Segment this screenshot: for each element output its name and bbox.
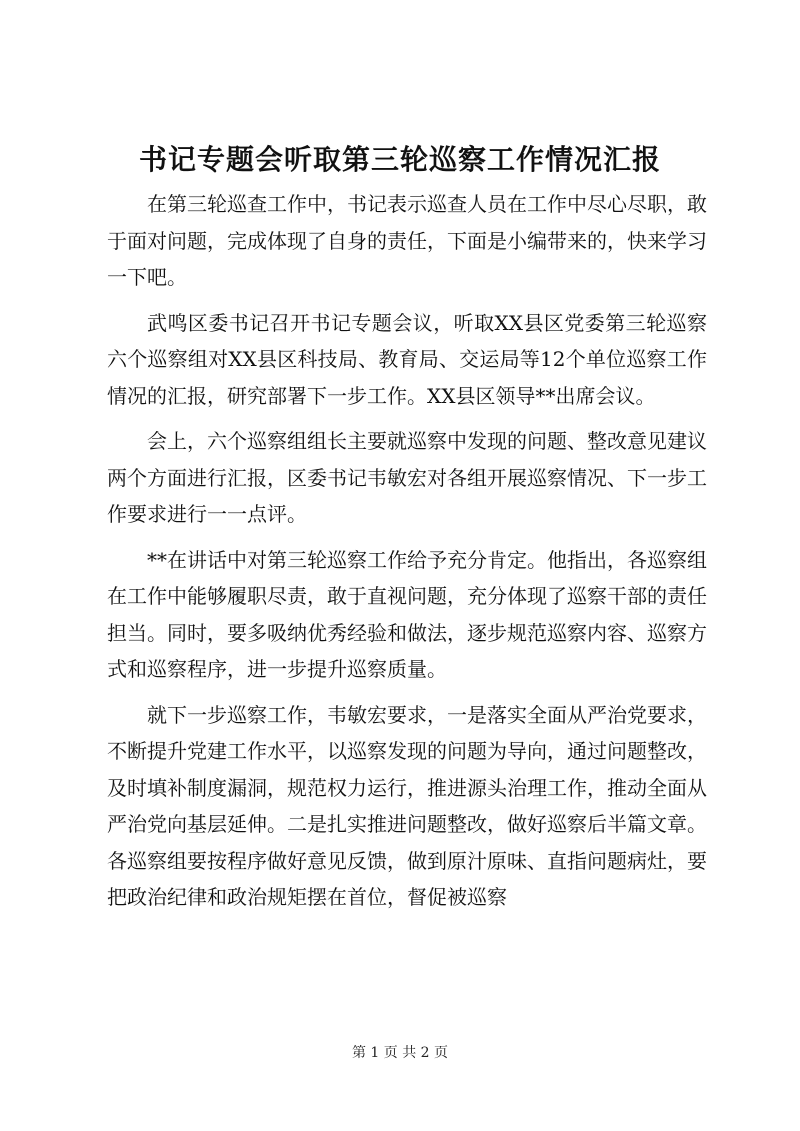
paragraph-requirements: 就下一步巡察工作，韦敏宏要求，一是落实全面从严治党要求，不断提升党建工作水平，以巡察发现的问题为导向，通过问题整改，及时填补制度漏洞，规范权力运行，推进源头治理工作，推动全面从严治党向基层延伸。二是扎实推进问题整改，做好巡察后半篇文章。各巡察组要按程序做好意见反馈，做到原汁原味、直指问题病灶，要把政治纪律和政治规矩摆在首位，督促被巡察 (107, 702, 707, 909)
paragraph-intro: 在第三轮巡查工作中，书记表示巡查人员在工作中尽心尽职，敢于面对问题，完成体现了自身的责任，下面是小编带来的，快来学习一下吧。 (107, 192, 707, 289)
paragraph-speech: **在讲话中对第三轮巡察工作给予充分肯定。他指出，各巡察组在工作中能够履职尽责，敢于直视问题，充分体现了巡察干部的责任担当。同时，要多吸纳优秀经验和做法，逐步规范巡察内容、巡察方式和巡察程序，进一步提升巡察质量。 (107, 547, 707, 681)
page-number-footer: 第 1 页 共 2 页 (351, 1045, 449, 1061)
paragraph-report: 会上，六个巡察组组长主要就巡察中发现的问题、整改意见建议两个方面进行汇报，区委书记韦敏宏对各组开展巡察情况、下一步工作要求进行一一点评。 (107, 429, 707, 526)
document-body (107, 186, 707, 925)
document-title: 书记专题会听取第三轮巡察工作情况汇报 (138, 143, 661, 176)
paragraph-meeting: 武鸣区委书记召开书记专题会议，听取XX县区党委第三轮巡察六个巡察组对XX县区科技局、教育局、交运局等12个单位巡察工作情况的汇报，研究部署下一步工作。XX县区领导**出席会议。 (107, 310, 707, 408)
